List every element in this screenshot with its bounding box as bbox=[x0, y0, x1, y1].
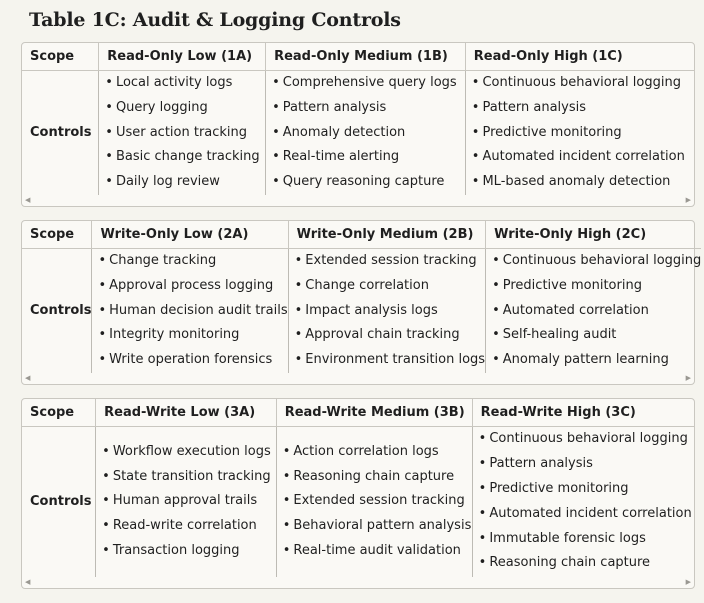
controls-cell bbox=[465, 71, 694, 195]
list-item: • Anomaly pattern learning bbox=[492, 348, 701, 373]
controls-cell bbox=[276, 427, 472, 577]
column-header: Read-Write Medium (3B) bbox=[276, 399, 472, 427]
column-header: Read-Only Medium (1B) bbox=[266, 43, 466, 71]
scroll-left-arrow-icon[interactable]: ◀ bbox=[25, 577, 31, 586]
list-item: • Read-write correlation bbox=[102, 514, 276, 539]
list-item: • Action correlation logs bbox=[283, 440, 472, 465]
horizontal-scrollbar[interactable] bbox=[22, 577, 694, 588]
row-label: Controls bbox=[22, 249, 92, 373]
list-item: • Write operation forensics bbox=[98, 348, 287, 373]
list-item: • Predictive monitoring bbox=[479, 477, 694, 502]
list-item: • Self-healing audit bbox=[492, 323, 701, 348]
list-item: • Basic change tracking bbox=[105, 145, 265, 170]
list-item: • Predictive monitoring bbox=[492, 274, 701, 299]
list-item: • Reasoning chain capture bbox=[283, 465, 472, 490]
list-item: • Extended session tracking bbox=[283, 489, 472, 514]
list-item: • Predictive monitoring bbox=[472, 121, 694, 146]
table-read-only bbox=[21, 42, 695, 207]
list-item: • Automated incident correlation bbox=[472, 145, 694, 170]
list-item: • Comprehensive query logs bbox=[272, 71, 465, 96]
row-label: Controls bbox=[22, 71, 99, 195]
list-item: • Integrity monitoring bbox=[98, 323, 287, 348]
list-item: • Continuous behavioral logging bbox=[472, 71, 694, 96]
list-item: • Real-time alerting bbox=[272, 145, 465, 170]
controls-row bbox=[22, 427, 694, 577]
list-item: • Extended session tracking bbox=[295, 249, 485, 274]
list-item: • Workflow execution logs bbox=[102, 440, 276, 465]
column-header: Write-Only High (2C) bbox=[486, 221, 702, 249]
controls-cell bbox=[92, 249, 288, 373]
list-item: • Local activity logs bbox=[105, 71, 265, 96]
controls-cell bbox=[96, 427, 277, 577]
column-header: Read-Write Low (3A) bbox=[96, 399, 277, 427]
list-item: • Pattern analysis bbox=[272, 96, 465, 121]
list-item: • ML-based anomaly detection bbox=[472, 170, 694, 195]
controls-row bbox=[22, 249, 701, 373]
scroll-right-arrow-icon[interactable]: ▶ bbox=[685, 373, 691, 382]
list-item: • Daily log review bbox=[105, 170, 265, 195]
controls-row bbox=[22, 71, 694, 195]
table-header-row bbox=[22, 221, 701, 249]
scroll-left-arrow-icon[interactable]: ◀ bbox=[25, 195, 31, 204]
table-read-write bbox=[21, 398, 695, 589]
controls-cell bbox=[486, 249, 702, 373]
scope-header: Scope bbox=[22, 221, 92, 249]
list-item: • Anomaly detection bbox=[272, 121, 465, 146]
list-item: • Approval process logging bbox=[98, 274, 287, 299]
controls-cell bbox=[266, 71, 466, 195]
page-title: Table 1C: Audit & Logging Controls bbox=[29, 9, 401, 31]
controls-cell bbox=[472, 427, 694, 577]
row-label: Controls bbox=[22, 427, 96, 577]
list-item: • Human approval trails bbox=[102, 489, 276, 514]
list-item: • Query logging bbox=[105, 96, 265, 121]
scroll-right-arrow-icon[interactable]: ▶ bbox=[685, 195, 691, 204]
list-item: • User action tracking bbox=[105, 121, 265, 146]
list-item: • Human decision audit trails bbox=[98, 299, 287, 324]
column-header: Read-Write High (3C) bbox=[472, 399, 694, 427]
horizontal-scrollbar[interactable] bbox=[22, 373, 694, 384]
list-item: • Query reasoning capture bbox=[272, 170, 465, 195]
list-item: • Approval chain tracking bbox=[295, 323, 485, 348]
list-item: • Transaction logging bbox=[102, 539, 276, 564]
controls-cell bbox=[288, 249, 485, 373]
list-item: • Continuous behavioral logging bbox=[492, 249, 701, 274]
scope-header: Scope bbox=[22, 43, 99, 71]
list-item: • State transition tracking bbox=[102, 465, 276, 490]
list-item: • Reasoning chain capture bbox=[479, 551, 694, 576]
list-item: • Change tracking bbox=[98, 249, 287, 274]
list-item: • Behavioral pattern analysis bbox=[283, 514, 472, 539]
table-write-only bbox=[21, 220, 702, 385]
scope-header: Scope bbox=[22, 399, 96, 427]
list-item: • Impact analysis logs bbox=[295, 299, 485, 324]
list-item: • Continuous behavioral logging bbox=[479, 427, 694, 452]
controls-cell bbox=[99, 71, 266, 195]
list-item: • Automated incident correlation bbox=[479, 502, 694, 527]
scroll-right-arrow-icon[interactable]: ▶ bbox=[685, 577, 691, 586]
column-header: Read-Only High (1C) bbox=[465, 43, 694, 71]
list-item: • Immutable forensic logs bbox=[479, 527, 694, 552]
column-header: Write-Only Medium (2B) bbox=[288, 221, 485, 249]
column-header: Write-Only Low (2A) bbox=[92, 221, 288, 249]
table-header-row bbox=[22, 43, 694, 71]
horizontal-scrollbar[interactable] bbox=[22, 195, 694, 206]
column-header: Read-Only Low (1A) bbox=[99, 43, 266, 71]
list-item: • Change correlation bbox=[295, 274, 485, 299]
scroll-left-arrow-icon[interactable]: ◀ bbox=[25, 373, 31, 382]
list-item: • Real-time audit validation bbox=[283, 539, 472, 564]
list-item: • Pattern analysis bbox=[472, 96, 694, 121]
list-item: • Pattern analysis bbox=[479, 452, 694, 477]
list-item: • Environment transition logs bbox=[295, 348, 485, 373]
list-item: • Automated correlation bbox=[492, 299, 701, 324]
table-header-row bbox=[22, 399, 694, 427]
